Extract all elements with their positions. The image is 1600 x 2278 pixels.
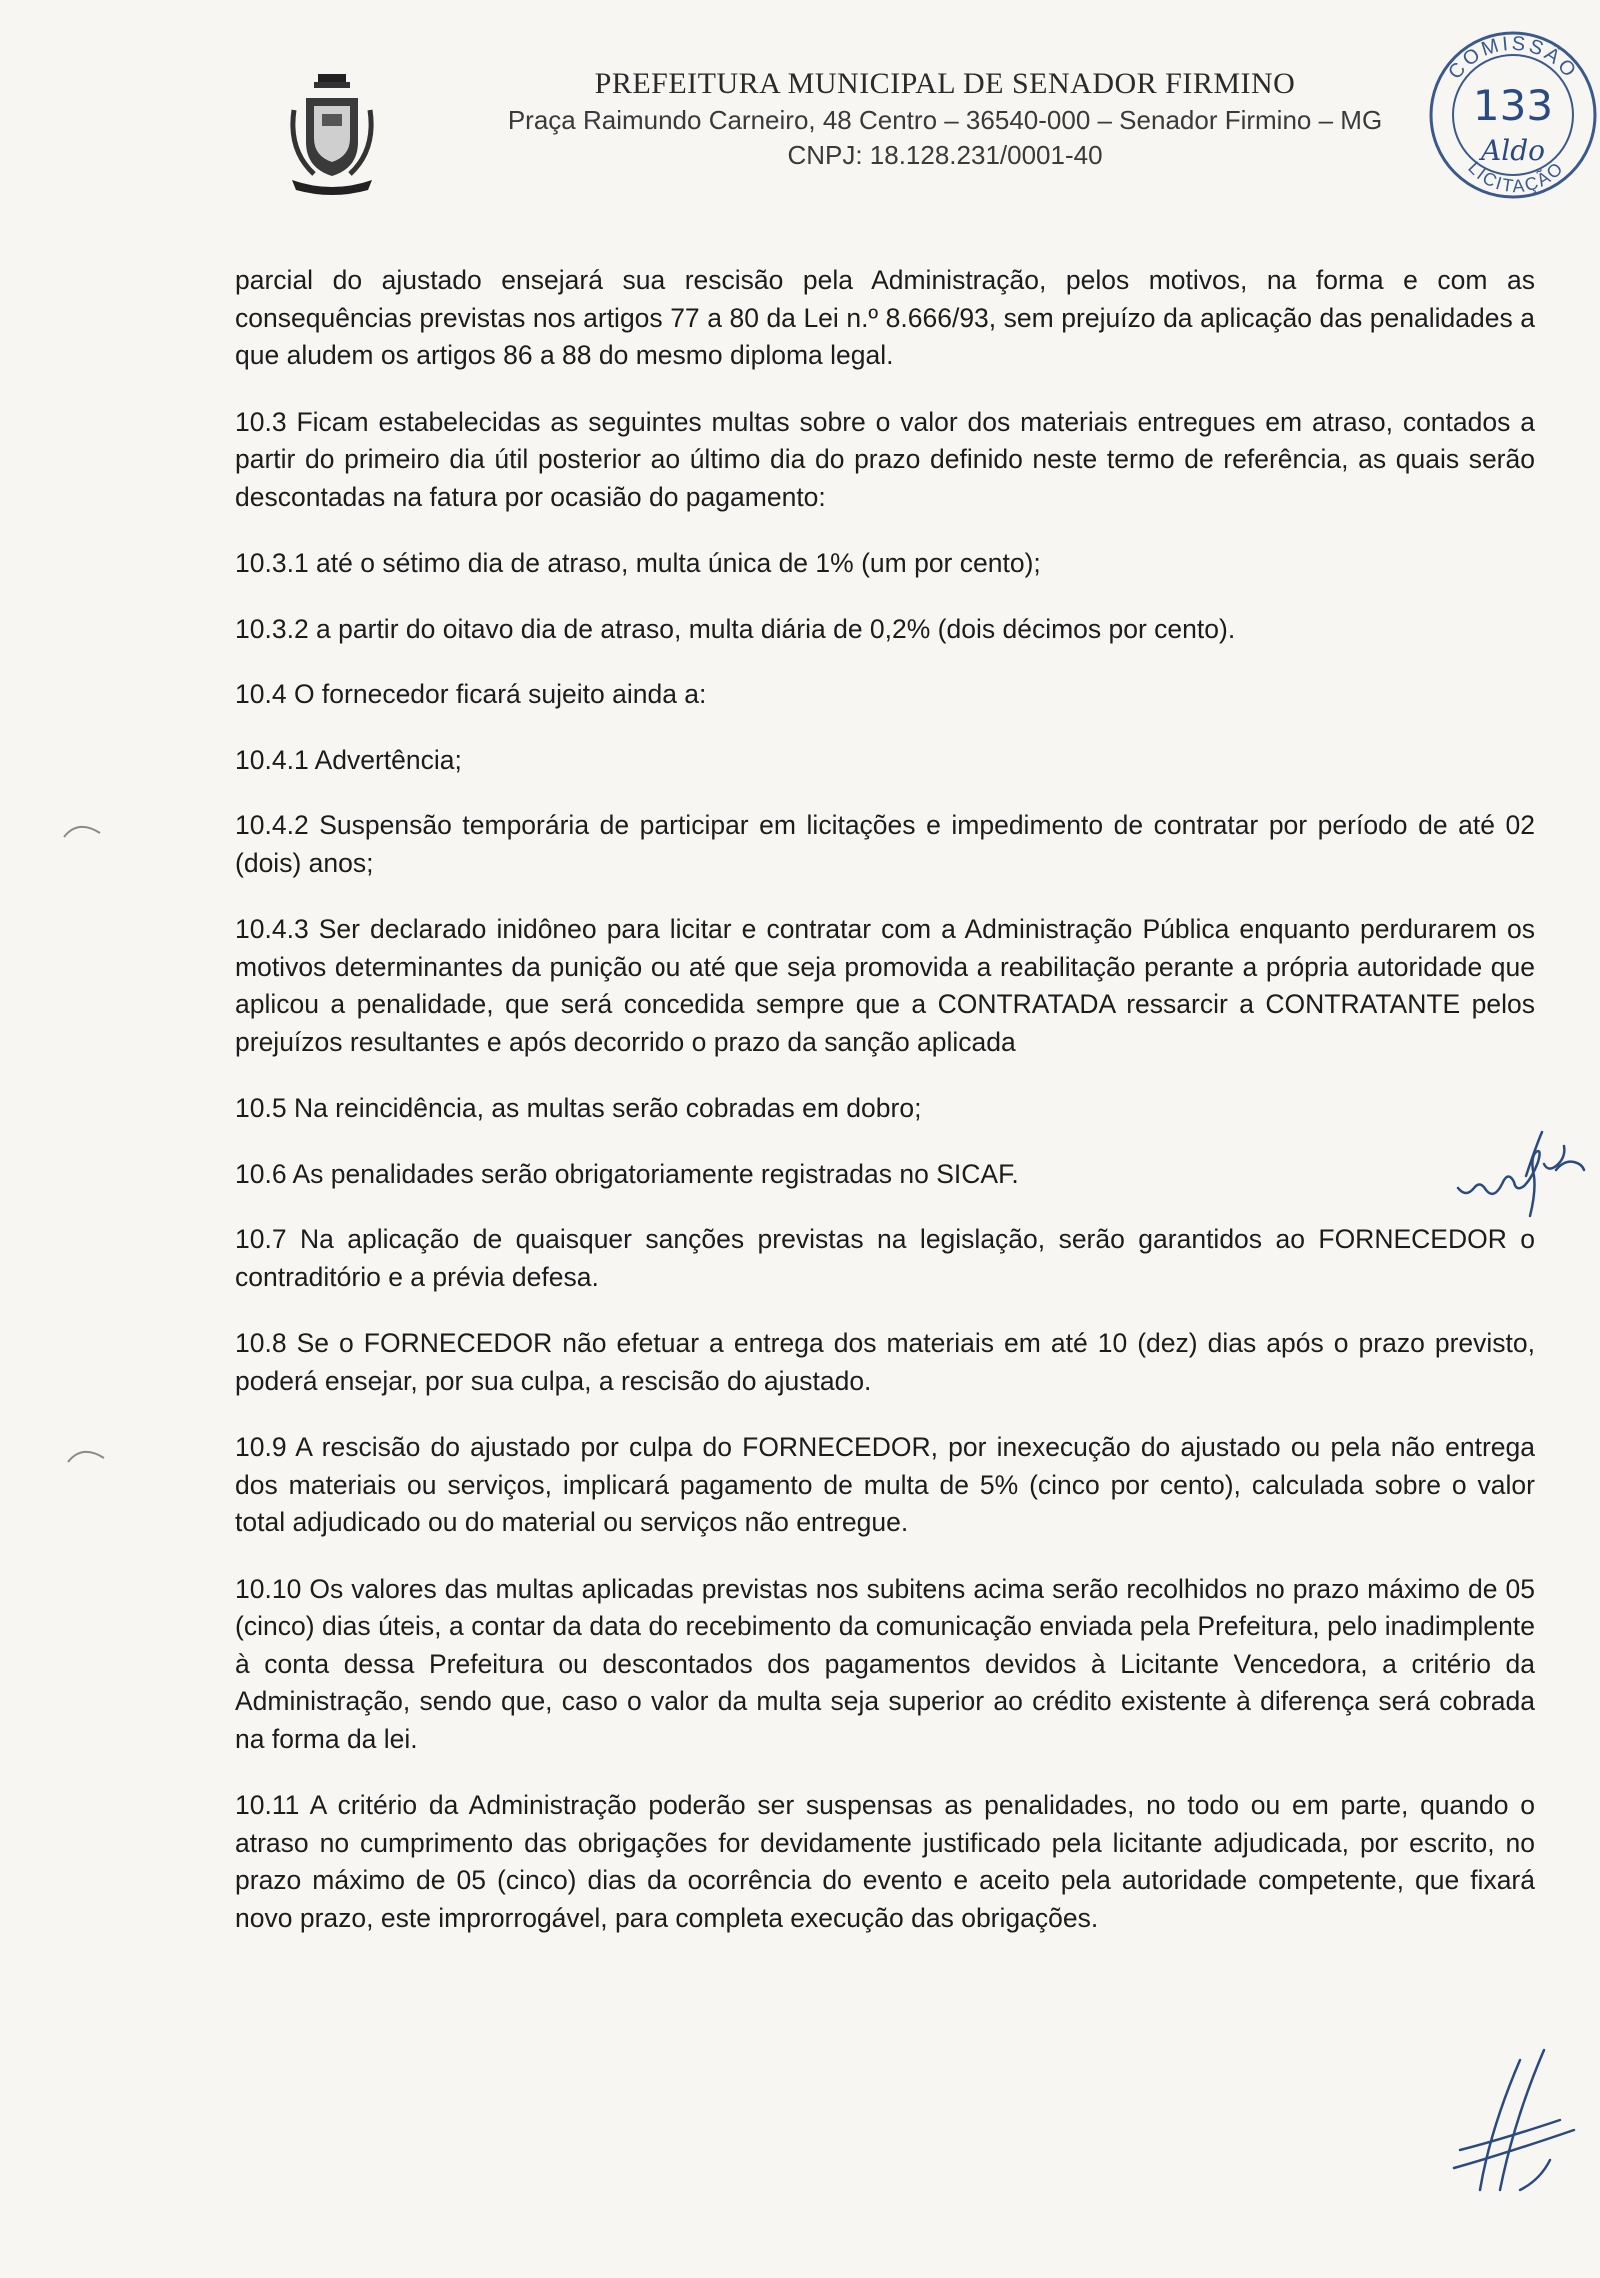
margin-rubric-signature [1452,1120,1600,1230]
paragraph-10-3-1: 10.3.1 até o sétimo dia de atraso, multa única de 1% (um por cento); [235,548,1041,578]
paragraph-10-9: 10.9 A rescisão do ajustado por culpa do FORNECEDOR, por inexecução do ajustado ou pela não entrega dos materiais ou serviços, implicará pagamento de multa de 5% (cinco por cento), calculada sobre o valor total adjudicado ou do material ou serviços não entregue. [235,1432,1535,1537]
letterhead [0,0,1600,230]
stamp-bottom-text: LICITAÇÃO [1464,157,1568,197]
stamp-top-text: COMISSÃO [1444,32,1582,84]
header-org-name: PREFEITURA MUNICIPAL DE SENADOR FIRMINO [594,67,1296,100]
commission-stamp [1418,20,1600,210]
stamp-page-number: 133 [1472,81,1554,130]
paragraph-10-3-2: 10.3.2 a partir do oitavo dia de atraso, multa diária de 0,2% (dois décimos por cento). [235,613,1236,644]
header-address: Praça Raimundo Carneiro, 48 Centro – 36540-000 – Senador Firmino – MG [507,105,1383,135]
paragraph-10-5: 10.5 Na reincidência, as multas serão cobradas em dobro; [235,1093,922,1123]
paragraph-10-11: 10.11 A critério da Administração poderão ser suspensas as penalidades, no todo ou em parte, quando o atraso no cumprimento das obrigações for devidamente justificado pela licitante adjudicada, por escrito, no prazo máximo de 05 (cinco) dias da ocorrência do evento e aceito pela autoridade competente, que fixará novo prazo, este improrrogável, para completa execução das obrigações. [235,1790,1535,1933]
header-cnpj: CNPJ: 18.128.231/0001-40 [787,140,1103,170]
paragraph-10-8: 10.8 Se o FORNECEDOR não efetuar a entrega dos materiais em até 10 (dez) dias após o prazo previsto, poderá ensejar, por sua culpa, a rescisão do ajustado. [235,1328,1535,1396]
municipal-coat-of-arms-icon [284,70,380,196]
paragraph-10-6: 10.6 As penalidades serão obrigatoriamente registradas no SICAF. [235,1158,1019,1189]
paragraph-10-3: 10.3 Ficam estabelecidas as seguintes multas sobre o valor dos materiais entregues em atraso, contados a partir do primeiro dia útil posterior ao último dia do prazo definido neste termo de referência, as quais serão descontadas na fatura por ocasião do pagamento: [235,406,1535,512]
paragraph-10-10: 10.10 Os valores das multas aplicadas previstas nos subitens acima serão recolhidos no prazo máximo de 05 (cinco) dias úteis, a contar da data do recebimento da comunicação enviada pela Prefeitura, pelo inadimplente à conta dessa Prefeitura ou descontados dos pagamentos devidos à Licitante Vencedora, a critério da Administração, sendo que, caso o valor da multa seja superior ao crédito existente à diferença será cobrada na forma da lei. [235,1573,1535,1754]
paragraph-10-2-continuation: parcial do ajustado ensejará sua rescisão pela Administração, pelos motivos, na forma e com as consequências previstas nos artigos 77 a 80 da Lei n.º 8.666/93, sem prejuízo da aplicação das penalidades a que aludem os artigos 86 a 88 do mesmo diploma legal. [235,265,1535,370]
svg-text:COMISSÃO [1444,33,1582,84]
paragraph-10-4-3: 10.4.3 Ser declarado inidôneo para licitar e contratar com a Administração Pública enquanto perdurarem os motivos determinantes da punição ou até que seja promovida a reabilitação perante a própria autoridade que aplicou a penalidade, que será concedida sempre que a CONTRATADA ressarcir a CONTRATANTE pelos prejuízos resultantes e após decorrido o prazo da sanção aplicada [235,914,1535,1057]
paragraph-10-4-1: 10.4.1 Advertência; [235,744,462,775]
paragraph-10-4-2: 10.4.2 Suspensão temporária de participar em licitações e impedimento de contratar por período de até 02 (dois) anos; [235,810,1535,878]
margin-pencil-mark [64,1440,108,1470]
stamp-initials: Aldo [1481,134,1545,167]
document-body [235,262,1535,1966]
margin-pencil-mark [60,815,104,845]
closing-signature [1440,2040,1590,2210]
paragraph-10-4: 10.4 O fornecedor ficará sujeito ainda a: [235,679,707,709]
paragraph-10-7: 10.7 Na aplicação de quaisquer sanções previstas na legislação, serão garantidos ao FORNECEDOR o contraditório e a prévia defesa. [235,1224,1535,1292]
